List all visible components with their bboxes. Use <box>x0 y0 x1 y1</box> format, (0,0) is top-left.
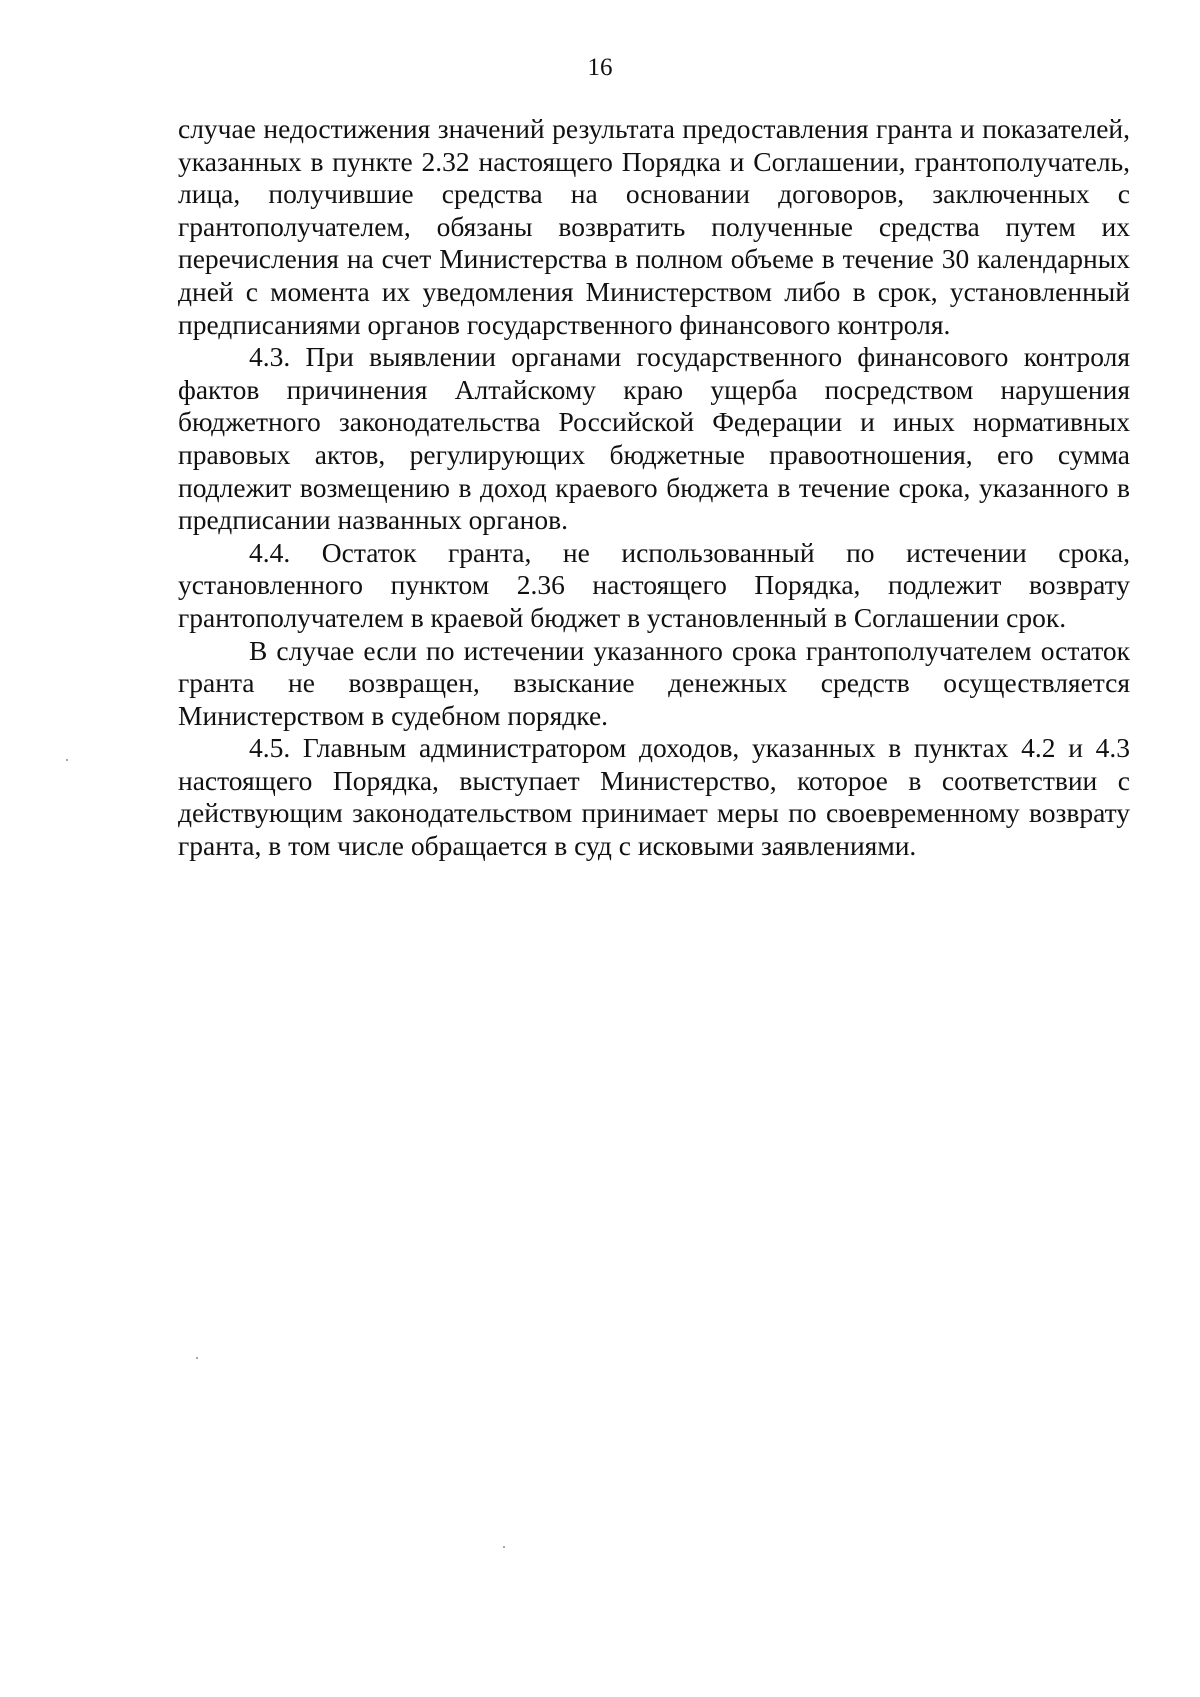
page-number: 16 <box>587 54 613 81</box>
scan-speck <box>196 1357 198 1359</box>
document-body <box>178 113 1130 863</box>
paragraph-4-5: 4.5. Главным администратором доходов, указанных в пунктах 4.2 и 4.3 настоящего Порядка, выступает Министерство, которое в соответствии с действующим законодательством принимает меры по своевременному возврату гранта, в том числе обращается в суд с исковыми заявлениями. <box>178 732 1130 862</box>
paragraph-4-4-continuation: В случае если по истечении указанного срока грантополучателем остаток гранта не возвращен, взыскание денежных средств осуществляется Министерством в судебном порядке. <box>178 634 1130 731</box>
scan-speck <box>503 1546 505 1548</box>
paragraph-4-3: 4.3. При выявлении органами государственного финансового контроля фактов причинения Алтайскому краю ущерба посредством нарушения бюджетного законодательства Российской Федерации и иных нормативных правовых актов, регулирующих бюджетные правоотношения, его сумма подлежит возмещению в доход краевого бюджета в течение срока, указанного в предписании названных органов. <box>178 341 1130 536</box>
scan-speck <box>66 759 68 761</box>
paragraph-continuation: случае недостижения значений результата предоставления гранта и показателей, указанных в пункте 2.32 настоящего Порядка и Соглашении, грантополучатель, лица, получившие средства на основании договоров, заключенных с грантополучателем, обязаны возвратить полученные средства путем их перечисления на счет Министерства в полном объеме в течение 30 календарных дней с момента их уведомления Министерством либо в срок, установленный предписаниями органов государственного финансового контроля. <box>178 113 1130 340</box>
paragraph-4-4: 4.4. Остаток гранта, не использованный по истечении срока, установленного пунктом 2.36 настоящего Порядка, подлежит возврату грантополучателем в краевой бюджет в установленный в Соглашении срок. <box>178 536 1130 633</box>
